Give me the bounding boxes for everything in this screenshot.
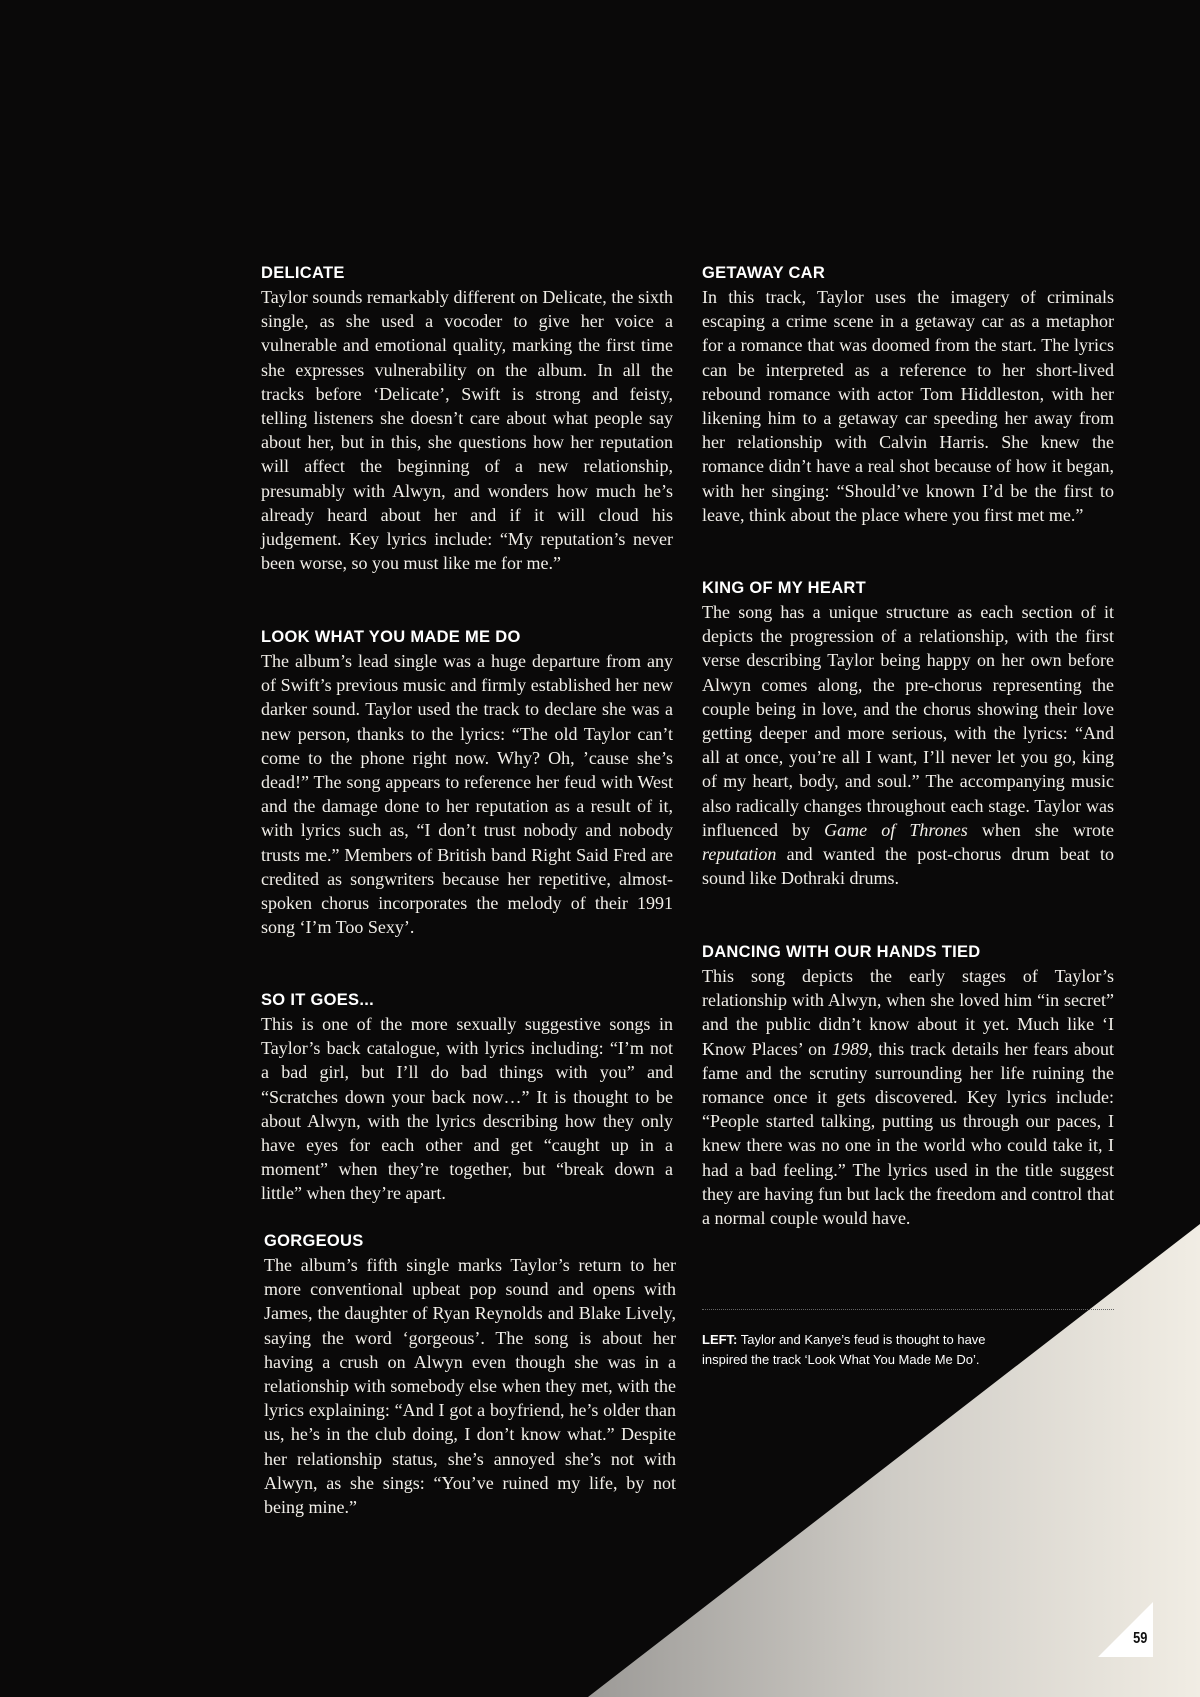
section-so-it-goes: [261, 990, 673, 1206]
section-heading: GORGEOUS: [264, 1232, 364, 1250]
photo-caption: [702, 1330, 992, 1370]
section-body: This is one of the more sexually suggestive songs in Taylor’s back catalogue, with lyrics including: “I’m not a bad girl, but I’ll do bad things with you” and “Scratches down your back now…” It is thought to be about Alwyn, with the lyrics describing how they only have eyes for each other and get “caught up in a moment” when they’re together, but “break down a little” when they’re apart.: [261, 1014, 673, 1204]
section-delicate: [261, 263, 673, 575]
caption-divider: [702, 1309, 1114, 1310]
caption-label: LEFT:: [702, 1332, 738, 1347]
section-heading: KING OF MY HEART: [702, 579, 866, 597]
section-heading: LOOK WHAT YOU MADE ME DO: [261, 628, 521, 646]
section-getaway-car: [702, 263, 1114, 527]
section-heading: DELICATE: [261, 264, 345, 282]
page-number: 59: [1133, 1630, 1148, 1647]
section-body: The album’s lead single was a huge departure from any of Swift’s previous music and firmly established her new darker sound. Taylor used the track to declare she was a new person, thanks to the lyrics: “The old Taylor can’t come to the phone right now. Why? Oh, ’cause she’s dead!” The song appears to reference her feud with West and the damage done to her reputation as a result of it, with lyrics such as, “I don’t trust nobody and nobody trusts me.” Members of British band Right Said Fred are credited as songwriters because her repetitive, almost-spoken chorus incorporates the melody of their 1991 song ‘I’m Too Sexy’.: [261, 651, 673, 938]
section-body: The song has a unique structure as each section of it depicts the progression of a relationship, with the first verse describing Taylor being happy on her own before Alwyn comes along, the pre-chorus representing the couple being in love, and the chorus showing their love getting deeper and more serious, with the lyrics: “And all at once, you’re all I want, I’ll never let you go, king of my heart, body, and soul.” The accompanying music also radically changes throughout each stage. Taylor was influenced by Game of Thrones when she wrote reputation and wanted the post-chorus drum beat to sound like Dothraki drums.: [702, 602, 1114, 889]
section-heading: GETAWAY CAR: [702, 264, 826, 282]
section-body: In this track, Taylor uses the imagery of criminals escaping a crime scene in a getaway car as a metaphor for a romance that was doomed from the start. The lyrics can be interpreted as a reference to her short-lived rebound romance with actor Tom Hiddleston, with her likening him to a getaway car speeding her away from her relationship with Calvin Harris. She knew the romance didn’t have a real shot because of how it began, with her singing: “Should’ve known I’d be the first to leave, think about the place where you first met me.”: [702, 287, 1114, 525]
section-gorgeous: [264, 1231, 676, 1519]
section-body: The album’s fifth single marks Taylor’s return to her more conventional upbeat pop sound and opens with James, the daughter of Ryan Reynolds and Blake Lively, saying the word ‘gorgeous’. The song is about her having a crush on Alwyn even though she was in a relationship with somebody else when they met, with the lyrics explaining: “And I got a boyfriend, he’s older than us, he’s in the club doing, I don’t know what.” Despite her relationship status, she’s annoyed she’s not with Alwyn, as she sings: “You’ve ruined my life, by not being mine.”: [264, 1255, 676, 1518]
section-body: This song depicts the early stages of Taylor’s relationship with Alwyn, when she loved him “in secret” and the public didn’t know about it yet. Much like ‘I Know Places’ on 1989, this track details her fears about fame and the scrutiny surrounding her life ruining the romance once it gets discovered. Key lyrics include: “People started talking, putting us through our paces, I knew there was no one in the world who could take it, I had a bad feeling.” The lyrics used in the title suggest they are having fun but lack the freedom and control that a normal couple would have.: [702, 966, 1114, 1229]
section-heading: DANCING WITH OUR HANDS TIED: [702, 943, 981, 961]
section-body: Taylor sounds remarkably different on Delicate, the sixth single, as she used a vocoder to give her voice a vulnerable and emotional quality, marking the first time she expresses vulnerability on the album. In all the tracks before ‘Delicate’, Swift is strong and feisty, telling listeners she doesn’t care about what people say about her, but in this, she questions how her reputation will affect the beginning of a new relationship, presumably with Alwyn, and wonders how much he’s already heard about her and if it will cloud his judgement. Key lyrics include: “My reputation’s never been worse, so you must like me for me.”: [261, 287, 673, 574]
section-king-of-my-heart: [702, 578, 1114, 890]
section-heading: SO IT GOES...: [261, 991, 375, 1009]
caption-text: Taylor and Kanye’s feud is thought to have inspired the track ‘Look What You Made Me Do’.: [702, 1332, 986, 1367]
section-dancing-with-our-hands-tied: [702, 942, 1114, 1230]
section-look-what-you-made-me-do: [261, 627, 673, 939]
